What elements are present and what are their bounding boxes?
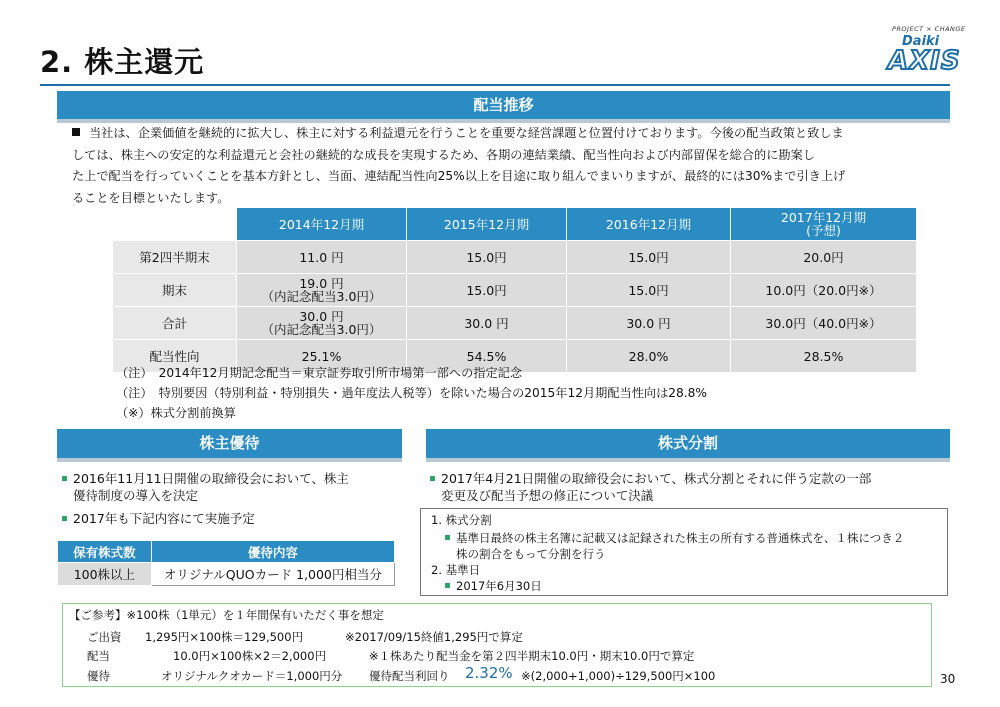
column-header: 優待内容 bbox=[151, 541, 394, 563]
reference-yield-value: 2.32% bbox=[465, 664, 513, 682]
split-details-box bbox=[420, 508, 948, 596]
reference-yield-label: 優待配当利回り bbox=[369, 669, 450, 683]
table-cell: 20.0円 bbox=[731, 241, 917, 274]
bullet-icon bbox=[62, 476, 67, 481]
bullet-icon bbox=[445, 583, 450, 588]
note-line: （※）株式分割前換算 bbox=[116, 406, 236, 420]
logo-brand-main: AXIS bbox=[888, 46, 961, 76]
bullet-icon bbox=[445, 535, 450, 540]
table-row bbox=[113, 241, 917, 274]
benefit-section-header: 株主優待 bbox=[57, 429, 402, 458]
paragraph-line: しては、株主への安定的な利益還元と会社の継続的な成長を実現するため、各期の連結業績、配当性向および内部留保を総合的に勘案し bbox=[72, 147, 815, 162]
row-label: 第2四半期末 bbox=[113, 241, 237, 274]
column-header: 保有株式数 bbox=[58, 541, 152, 563]
table-cell: 15.0円 bbox=[407, 274, 567, 307]
logo-tagline: PROJECT × CHANGE bbox=[892, 25, 966, 33]
square-bullet-icon bbox=[72, 128, 80, 136]
reference-formula: ※(2,000+1,000)÷129,500円×100 bbox=[521, 669, 716, 683]
paragraph-line: 当社は、企業価値を継続的に拡大し、株主に対する利益還元を行うことを重要な経営課題と位置付けております。今後の配当政策と致しま bbox=[72, 123, 952, 145]
table-cell: 10.0円（20.0円※） bbox=[731, 274, 917, 307]
column-header: 2017年12月期 (予想) bbox=[731, 208, 917, 241]
reference-value: 1,295円×100株＝129,500円 bbox=[145, 630, 304, 644]
column-header: 2016年12月期 bbox=[567, 208, 731, 241]
table-cell: 25.1% bbox=[237, 340, 407, 373]
row-label: 合計 bbox=[113, 307, 237, 340]
table-cell: 15.0円 bbox=[567, 274, 731, 307]
reference-label: 優待 bbox=[87, 669, 110, 683]
table-cell: オリジナルQUOカード 1,000円相当分 bbox=[151, 563, 394, 586]
split-item-title: 2. 基準日 bbox=[431, 563, 481, 577]
bullet-item: 2017年4月21日開催の取締役会において、株式分割とそれに伴う定款の一部 bbox=[430, 470, 950, 487]
table-header-row bbox=[113, 208, 917, 241]
benefit-bullets bbox=[62, 470, 402, 527]
table-cell: 15.0円 bbox=[407, 241, 567, 274]
split-item-text: 株の割合をもって分割を行う bbox=[456, 547, 606, 561]
table-cell: 30.0 円 bbox=[407, 307, 567, 340]
split-item-title: 1. 株式分割 bbox=[431, 513, 492, 527]
split-item-text: 基準日最終の株主名簿に記載又は記録された株主の所有する普通株式を、１株につき２ bbox=[445, 530, 904, 547]
page-number: 30 bbox=[940, 672, 956, 686]
row-label: 配当性向 bbox=[113, 340, 237, 373]
logo-brand-top: Daiki bbox=[902, 34, 940, 49]
table-row bbox=[58, 563, 395, 586]
dividend-section-header: 配当推移 bbox=[57, 91, 950, 119]
benefit-table bbox=[57, 540, 395, 586]
table-cell: 11.0 円 bbox=[237, 241, 407, 274]
bullet-continuation: 変更及び配当予想の修正について決議 bbox=[441, 488, 654, 503]
dividend-table bbox=[112, 207, 917, 373]
split-item-text: 2017年6月30日 bbox=[445, 578, 542, 595]
bullet-item: 2017年も下記内容にて実施予定 bbox=[62, 510, 402, 527]
reference-value: オリジナルクオカード＝1,000円分 bbox=[161, 669, 343, 683]
table-cell: 19.0 円 （内記念配当3.0円） bbox=[237, 274, 407, 307]
reference-heading: 【ご参考】※100株（1単元）を１年間保有いただく事を想定 bbox=[69, 608, 384, 622]
table-cell: 100株以上 bbox=[58, 563, 152, 586]
column-header: 2015年12月期 bbox=[407, 208, 567, 241]
reference-note: ※１株あたり配当金を第２四半期末10.0円・期末10.0円で算定 bbox=[369, 649, 695, 663]
table-cell: 15.0円 bbox=[567, 241, 731, 274]
reference-box bbox=[62, 603, 932, 687]
reference-label: 配当 bbox=[87, 649, 110, 663]
title-underline bbox=[40, 84, 950, 86]
bullet-icon bbox=[62, 516, 67, 521]
split-bullets bbox=[430, 470, 950, 504]
table-cell: 54.5% bbox=[407, 340, 567, 373]
reference-value: 10.0円×100株×2＝2,000円 bbox=[173, 649, 327, 663]
table-cell: 28.0% bbox=[567, 340, 731, 373]
dividend-notes bbox=[116, 363, 707, 423]
paragraph-line: ることを目標といたします。 bbox=[72, 190, 230, 205]
reference-note: ※2017/09/15終値1,295円で算定 bbox=[345, 630, 523, 644]
table-cell: 30.0 円 bbox=[567, 307, 731, 340]
table-cell: 30.0円（40.0円※） bbox=[731, 307, 917, 340]
paragraph-line: た上で配当を行っていくことを基本方針とし、当面、連結配当性向25%以上を目途に取り組んでまいりますが、最終的には30%まで引き上げ bbox=[72, 169, 846, 183]
note-line: （注） 2014年12月期記念配当＝東京証券取引所市場第一部への指定記念 bbox=[116, 366, 523, 380]
table-row bbox=[113, 307, 917, 340]
table-header-row bbox=[58, 541, 395, 563]
table-corner-cell bbox=[113, 208, 237, 241]
table-cell: 30.0 円 （内記念配当3.0円） bbox=[237, 307, 407, 340]
bullet-icon bbox=[430, 476, 435, 481]
table-cell: 28.5% bbox=[731, 340, 917, 373]
column-header: 2014年12月期 bbox=[237, 208, 407, 241]
note-line: （注） 特別要因（特別利益・特別損失・過年度法人税等）を除いた場合の2015年12月期配当性向は28.8% bbox=[116, 386, 708, 400]
dividend-policy-paragraph bbox=[72, 123, 952, 209]
split-section-header: 株式分割 bbox=[426, 429, 950, 458]
bullet-continuation: 優待制度の導入を決定 bbox=[73, 488, 199, 503]
row-label: 期末 bbox=[113, 274, 237, 307]
page-title: 2. 株主還元 bbox=[40, 45, 205, 79]
bullet-item: 2016年11月11日開催の取締役会において、株主 bbox=[62, 470, 402, 487]
table-row bbox=[113, 274, 917, 307]
reference-label: ご出資 bbox=[87, 630, 122, 644]
